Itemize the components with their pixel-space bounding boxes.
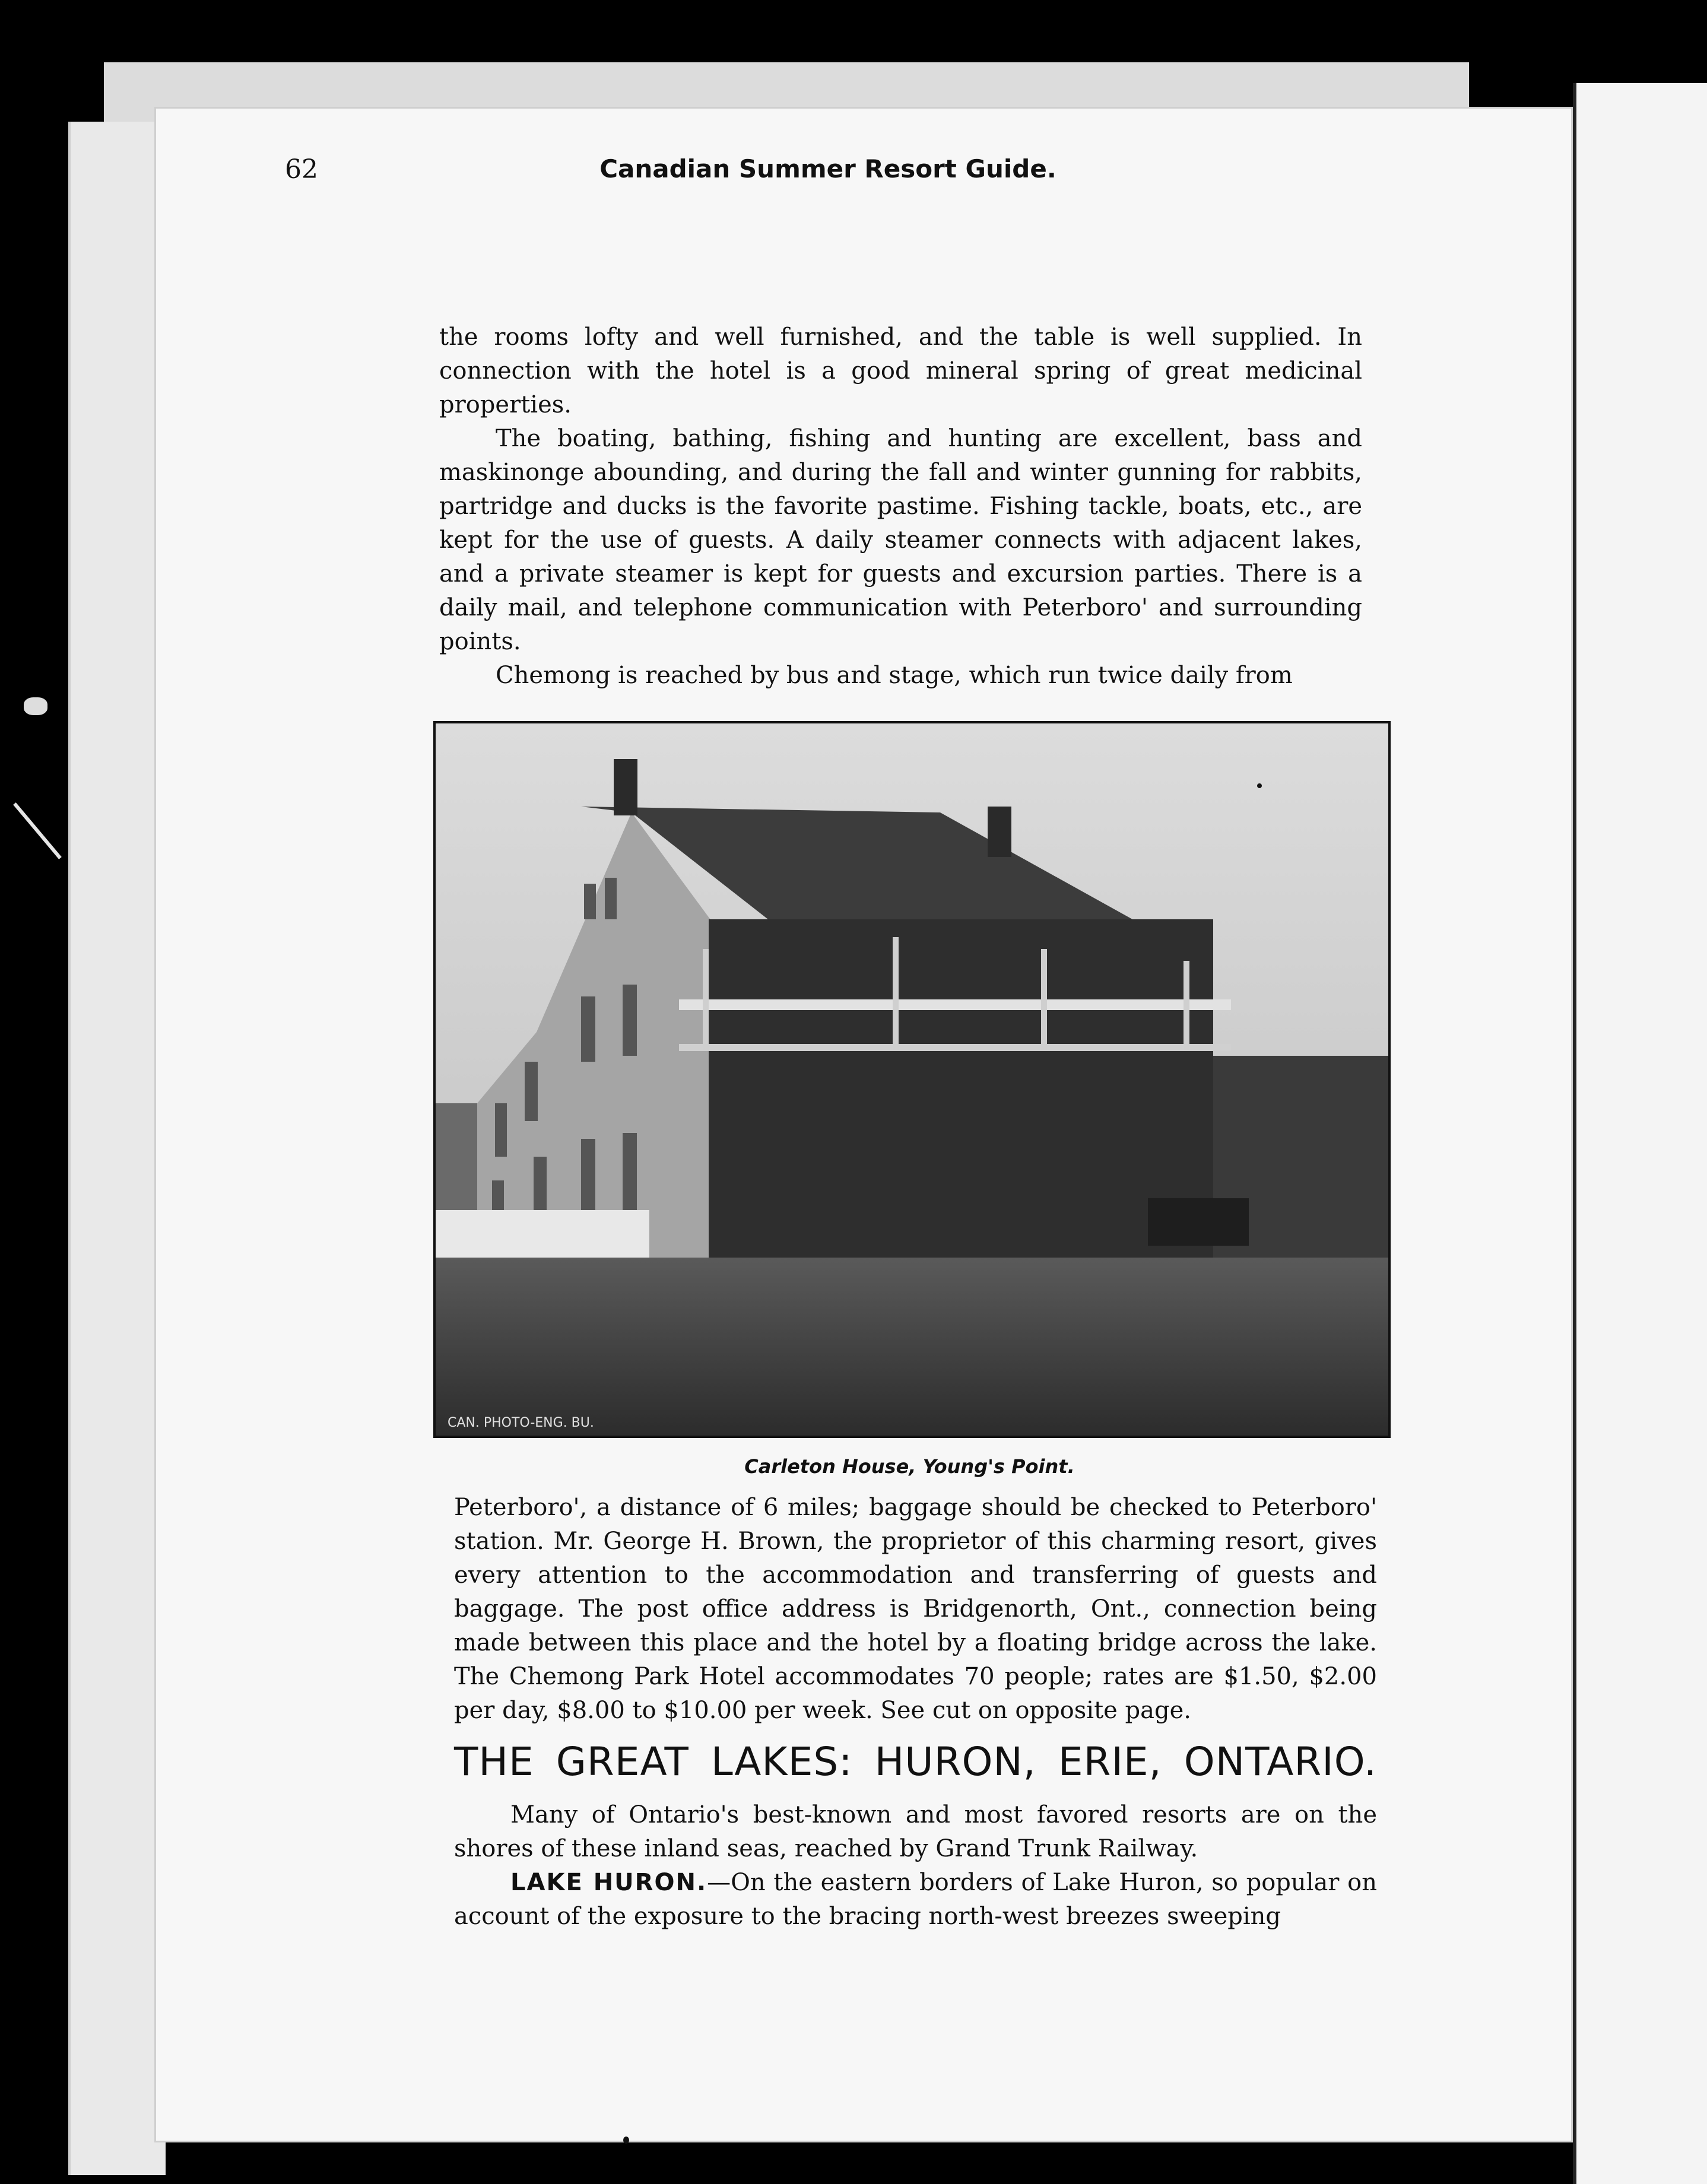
paragraph: the rooms lofty and well furnished, and the table is well supplied. In connection with the hotel is a good mineral spring of great medicinal properties. [439, 323, 1362, 418]
hotel-photograph [433, 721, 1391, 1438]
scan-artifact [13, 802, 62, 859]
page-number: 62 [285, 154, 318, 185]
scan-artifact [1257, 783, 1262, 788]
chimney [614, 759, 637, 815]
balcony-floor [679, 1044, 1231, 1051]
scan-artifact [24, 697, 47, 715]
picket-fence [436, 1210, 649, 1264]
great-lakes-text-block [454, 1798, 1377, 1934]
chimney [988, 807, 1011, 857]
lake-huron-text: —On the eastern borders of Lake Huron, so popular on account of the exposure to the bracing north-west breezes sweeping [454, 1869, 1377, 1930]
bottom-text-block [454, 1491, 1377, 1728]
lake-huron-label: LAKE HURON. [510, 1869, 707, 1896]
photo-illustration [436, 723, 1388, 1436]
house-front [709, 919, 1213, 1258]
scan-artifact [623, 2137, 629, 2144]
running-title: Canadian Summer Resort Guide. [599, 154, 1056, 183]
scan-left-page-edge [68, 122, 166, 2175]
scan-right-page-edge [1573, 83, 1707, 2184]
photo-caption: Carleton House, Young's Point. [744, 1455, 1075, 1478]
paragraph: Many of Ontario's best-known and most favored resorts are on the shores of these inland seas, reached by Grand Trunk Railway. [454, 1801, 1377, 1862]
page-header [285, 154, 1371, 214]
photo-credit: CAN. PHOTO-ENG. BU. [448, 1415, 594, 1430]
section-heading: THE GREAT LAKES: HURON, ERIE, ONTARIO. [454, 1739, 1377, 1785]
paragraph: Chemong is reached by bus and stage, which run twice daily from [496, 662, 1293, 689]
top-text-block [439, 320, 1362, 693]
paragraph [454, 1866, 1377, 1934]
ground [436, 1258, 1388, 1436]
balcony-rail [679, 999, 1231, 1010]
paragraph: The boating, bathing, fishing and hunting are excellent, bass and maskinonge abounding, and during the fall and winter gunning for rabbits, partridge and ducks is the favorite pastime. Fishing tackle, boats, etc., are kept for the use of guests. A daily steamer connects with adjacent lakes, and a private steamer is kept for guests and excursion parties. There is a daily mail, and telephone communication with Peterboro' and surrounding points. [439, 425, 1362, 655]
paragraph: Peterboro', a distance of 6 miles; baggage should be checked to Peterboro' station. Mr. George H. Brown, the proprietor of this charming resort, gives every attention to the accommodation and transferring of guests and baggage. The post office address is Bridgenorth, Ont., connection being made between this place and the hotel by a floating bridge across the lake. The Chemong Park Hotel accommodates 70 people; rates are $1.50, $2.00 per day, $8.00 to $10.00 per week. See cut on opposite page. [454, 1494, 1377, 1724]
horse-and-carriage [1148, 1198, 1249, 1246]
